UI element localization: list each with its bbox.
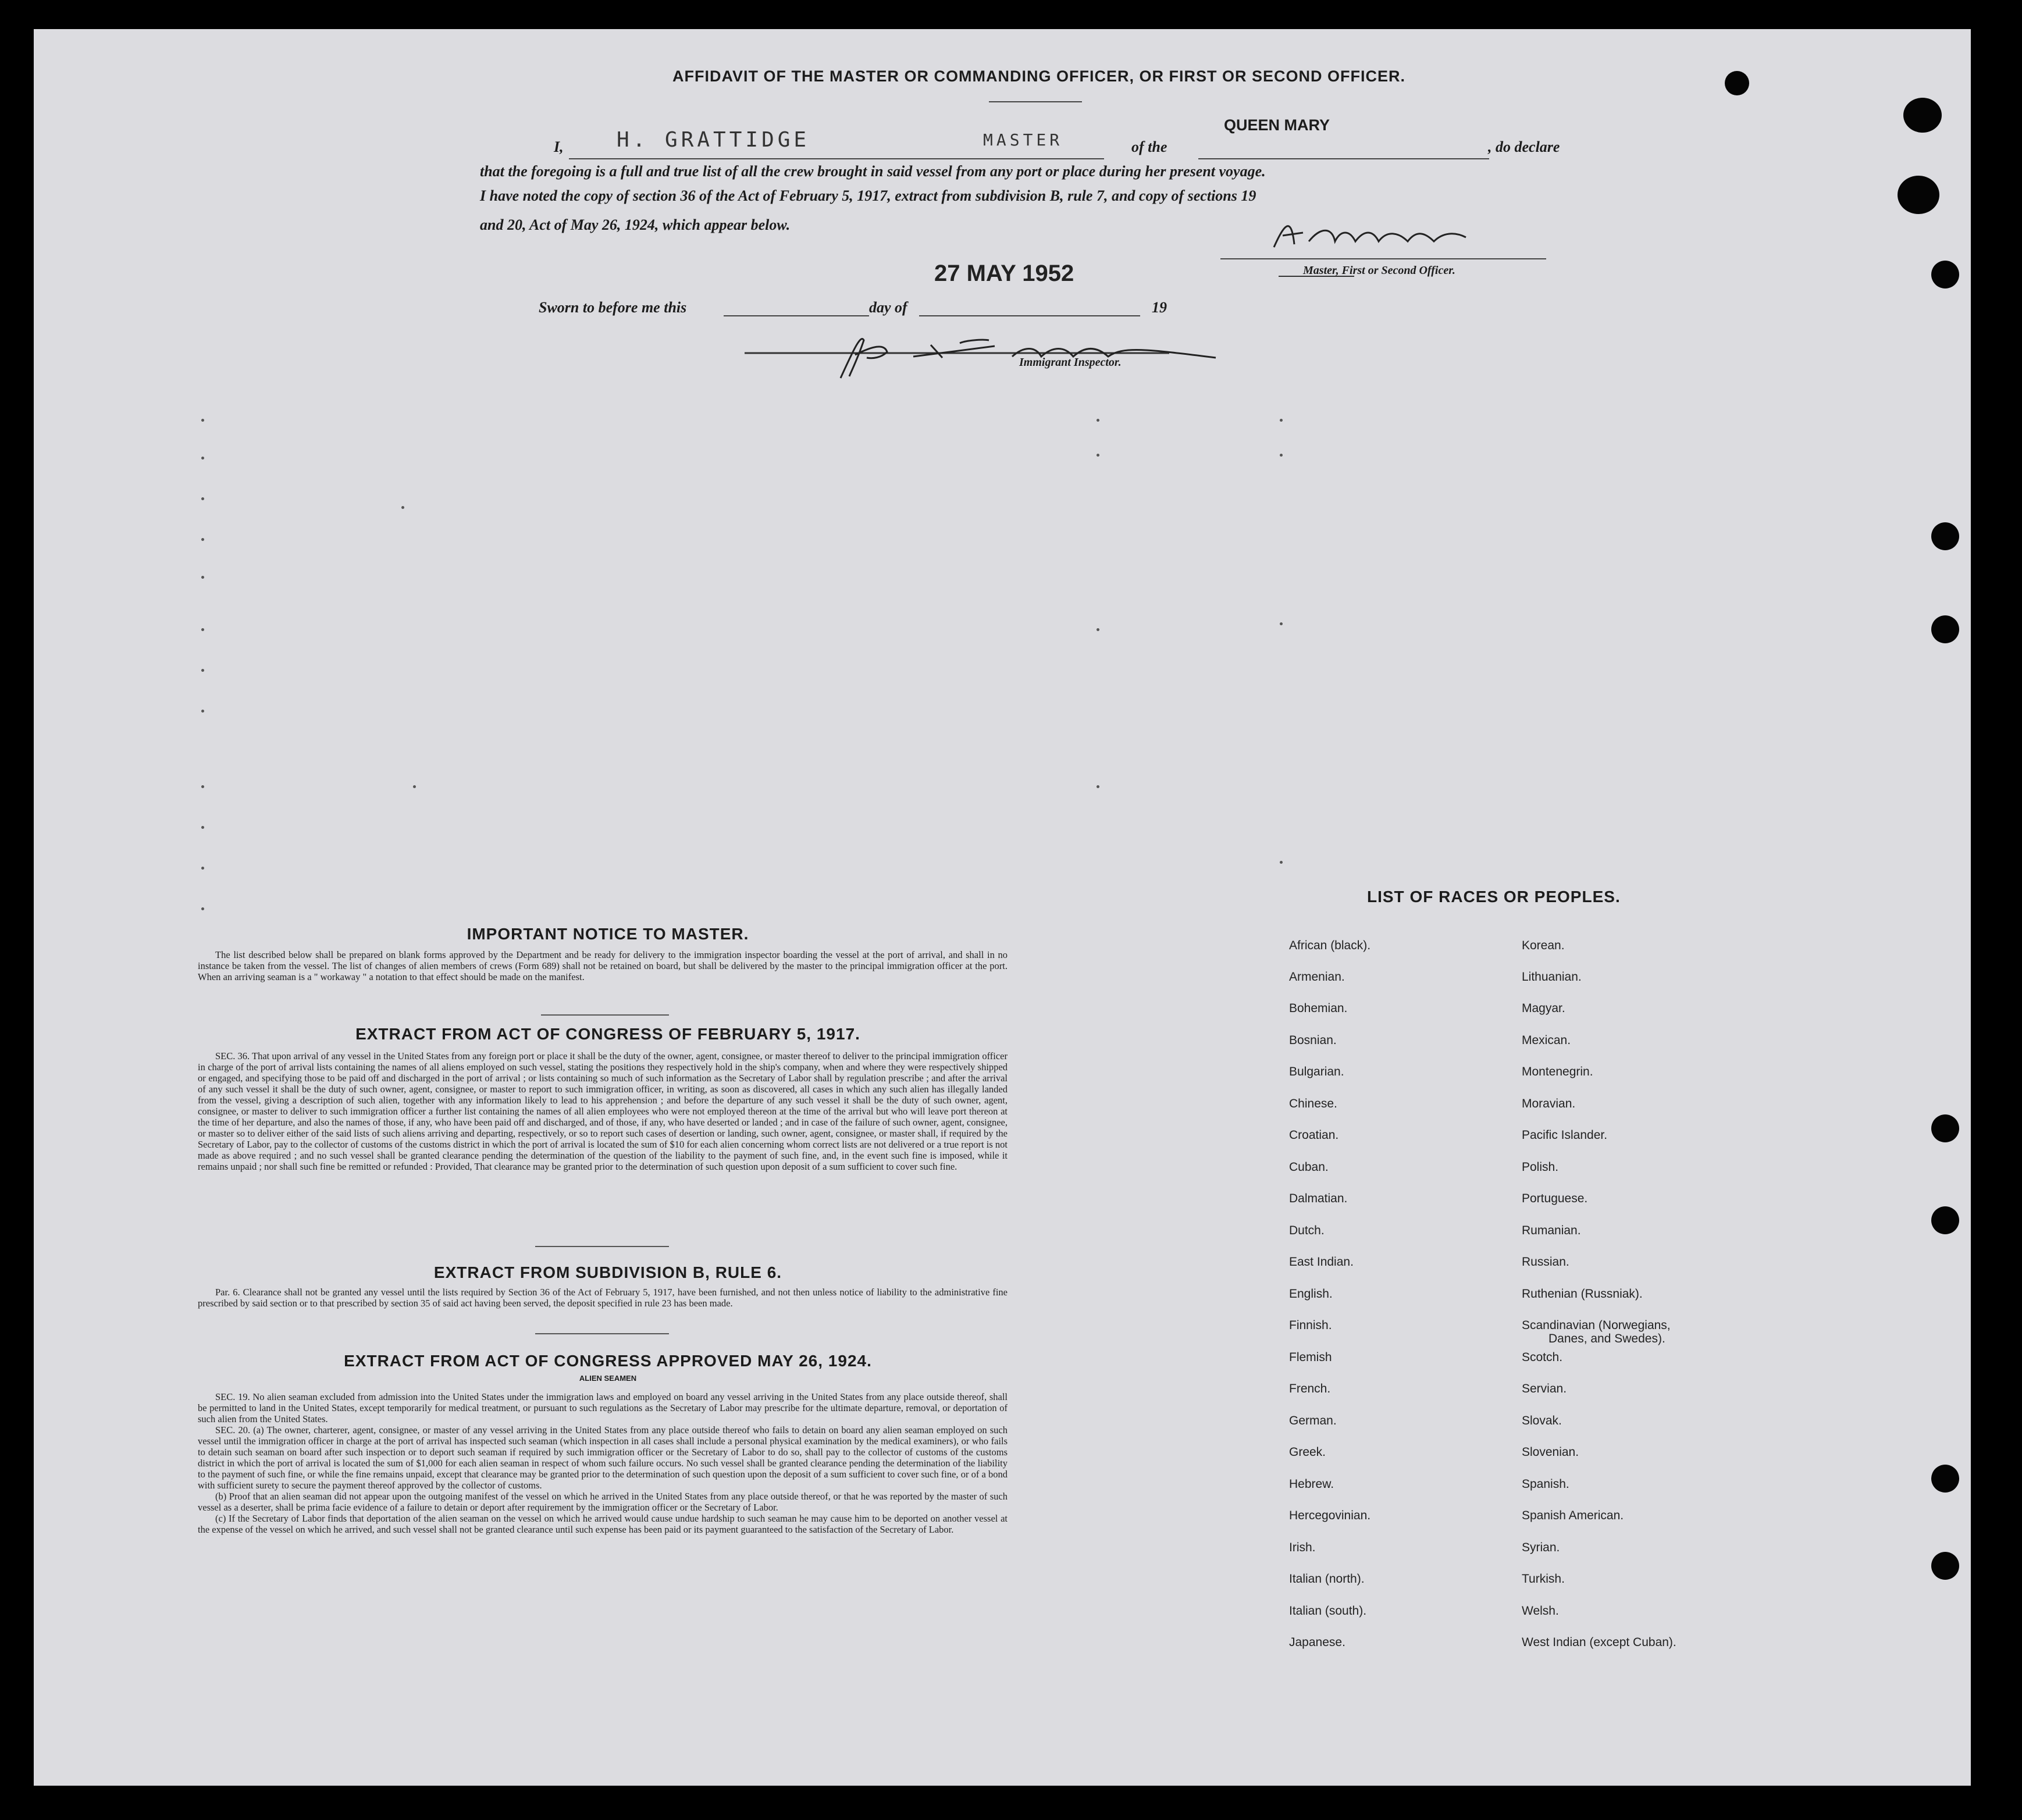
dot (201, 710, 204, 713)
sec-20c-paragraph: (c) If the Secretary of Labor finds that deportation of the alien seaman on the vessel on which he arrived would cause undue hardship to such seaman he may cause him to be deported on another vessel at the expense of the vessel on which he arrived, and such vessel shall not be granted clearance until such expense has been paid or its payment guaranteed to the satisfaction of the Secretary of Labor. (198, 1513, 1008, 1535)
dot (1097, 785, 1099, 788)
race-item: Russian. (1522, 1255, 1569, 1269)
dot (201, 419, 204, 422)
sworn-label: Sworn to before me this (539, 299, 687, 316)
section-divider (541, 1014, 669, 1016)
race-item: Syrian. (1522, 1541, 1560, 1554)
sec-20a-paragraph: SEC. 20. (a) The owner, charterer, agent, consignee, or master of any vessel arriving in the United States from any place outside thereof who fails to detain on board any alien seaman employed on such vessel until the immigration officer in charge at the port of arrival has inspected such seaman (which inspection in all cases shall include a personal physical examination by the medical examiners), or who fails to detain such seaman on board after such inspection or to deport such seaman if required by such immigration officer or the Secretary of Labor to do so, shall pay to the collector of customs of the customs district in which the port of arrival is located the sum of $1,000 for each alien seaman in respect of whom such failure occurs. No such vessel shall be granted clearance pending the determination of the liability to the payment of such fine, or while the fine remains unpaid, except that clearance may be granted prior to the determination of such question upon the deposit of a sum sufficient to cover such fine, or of a bond with sufficient surety to secure the payment thereof approved by the collector of customs. (198, 1424, 1008, 1491)
inspector-caption: Immigrant Inspector. (1019, 356, 1122, 369)
inspector-signature (739, 323, 1239, 381)
rule6-text (198, 1287, 1008, 1309)
dot (201, 576, 204, 579)
sec-19-paragraph: SEC. 19. No alien seaman excluded from admission into the United States under the immigration laws and employed on board any vessel arriving in the United States from any place outside thereof, shall be permitted to land in the United States, except temporarily for medical treatment, or pursuant to such regulations as the Secretary of Labor may prescribe for the ultimate departure, removal, or deportation of such alien from the United States. (198, 1391, 1008, 1424)
punch-hole (1903, 98, 1942, 133)
date-stamp: 27 MAY 1952 (934, 261, 1074, 286)
rule6-heading: EXTRACT FROM SUBDIVISION B, RULE 6. (433, 1263, 782, 1281)
race-item: Moravian. (1522, 1097, 1576, 1110)
affidavit-line-4: and 20, Act of May 26, 1924, which appear below. (480, 216, 791, 233)
race-item: French. (1289, 1382, 1331, 1395)
extract-1924-heading: EXTRACT FROM ACT OF CONGRESS APPROVED MAY 26, 1924. (344, 1352, 872, 1370)
caption-strike (1279, 276, 1354, 277)
dot (1097, 454, 1099, 457)
extract-1924-text (198, 1391, 1008, 1535)
dot (201, 628, 204, 631)
dot (201, 907, 204, 910)
race-item: Greek. (1289, 1445, 1326, 1459)
race-item: English. (1289, 1287, 1333, 1301)
races-heading: LIST OF RACES OR PEOPLES. (1367, 888, 1621, 906)
master-name-handwritten: H. GRATTIDGE (617, 128, 810, 152)
affidavit-prefix: I, (554, 138, 564, 155)
race-item: Magyar. (1522, 1002, 1565, 1015)
dot (1280, 622, 1283, 625)
sec-20b-paragraph: (b) Proof that an alien seaman did not appear upon the outgoing manifest of the vessel on which he arrived in the United States from any place outside thereof, or that he was reported by the master of such vessel as a deserter, shall be prima facie evidence of a failure to detain or deport after requirement by the immigration officer or the Secretary of Labor. (198, 1491, 1008, 1513)
race-item: Welsh. (1522, 1604, 1559, 1618)
race-item: Croatian. (1289, 1128, 1339, 1142)
alien-seamen-subheading: ALIEN SEAMEN (579, 1374, 637, 1383)
notice-paragraph: The list described below shall be prepared on blank forms approved by the Department and be ready for delivery to the immigration inspector boarding the vessel at the port of arrival, and shall in no instance be taken from the vessel. The list of changes of alien members of crews (Form 689) shall not be retained on board, but shall be delivered by the master to the principal immigration officer at the port. When an arriving seaman is a " workaway " a notation to that effect should be made on the manifest. (198, 949, 1008, 982)
dot (413, 785, 416, 788)
name-line (569, 158, 1104, 159)
race-item: African (black). (1289, 939, 1371, 952)
race-item: Cuban. (1289, 1160, 1329, 1174)
extract-1917-heading: EXTRACT FROM ACT OF CONGRESS OF FEBRUARY 5, 1917. (355, 1025, 860, 1043)
punch-hole (1931, 1465, 1959, 1493)
race-item: Spanish. (1522, 1477, 1569, 1491)
dot (1280, 454, 1283, 457)
dot (201, 669, 204, 672)
dot (201, 457, 204, 460)
dot (1280, 419, 1283, 422)
race-item: Dutch. (1289, 1224, 1325, 1237)
rule6-paragraph: Par. 6. Clearance shall not be granted any vessel until the lists required by Section 36 of the Act of February 5, 1917, have been furnished, and not then unless notice of liability to the administrative fine prescribed by said section or to that prescribed by section 35 of said act having been served, the deposit specified in rule 23 has been made. (198, 1287, 1008, 1309)
declare-label: , do declare (1488, 138, 1560, 155)
race-item: Dalmatian. (1289, 1192, 1348, 1205)
dot (1097, 419, 1099, 422)
notice-text (198, 949, 1008, 982)
section-divider (535, 1246, 669, 1247)
race-item: Montenegrin. (1522, 1065, 1593, 1078)
race-item: Irish. (1289, 1541, 1316, 1554)
dot (201, 826, 204, 829)
race-item: Servian. (1522, 1382, 1567, 1395)
race-item: West Indian (except Cuban). (1522, 1636, 1676, 1649)
race-item: Polish. (1522, 1160, 1559, 1174)
dot (201, 538, 204, 541)
vessel-name: QUEEN MARY (1224, 116, 1330, 134)
race-item: Korean. (1522, 939, 1565, 952)
affidavit-heading: AFFIDAVIT OF THE MASTER OR COMMANDING OFFICER, OR FIRST OR SECOND OFFICER. (672, 67, 1405, 85)
affidavit-line-3: I have noted the copy of section 36 of the Act of February 5, 1917, extract from subdivision B, rule 7, and copy of sections 19 (480, 187, 1256, 204)
race-item: Hebrew. (1289, 1477, 1334, 1491)
master-rank-handwritten: MASTER (983, 130, 1063, 149)
race-item: Flemish (1289, 1351, 1332, 1364)
extract-1917-text (198, 1050, 1008, 1172)
punch-hole (1931, 615, 1959, 643)
of-the-label: of the (1131, 138, 1167, 155)
affidavit-line-2: that the foregoing is a full and true list of all the crew brought in said vessel from any port or place during her present voyage. (480, 163, 1266, 180)
notice-heading: IMPORTANT NOTICE TO MASTER. (467, 925, 749, 943)
dot (1097, 628, 1099, 631)
race-item: Bosnian. (1289, 1034, 1337, 1047)
race-item: East Indian. (1289, 1255, 1354, 1269)
extract-1917-paragraph: SEC. 36. That upon arrival of any vessel in the United States from any foreign port or place it shall be the duty of the owner, agent, consignee, or master thereof to deliver to the principal immigration officer in charge of the port of arrival lists containing the names of all aliens employed on such vessel, stating the positions they respectively hold in the ship's company, when and where they were respectively shipped or engaged, and specifying those to be paid off and discharged in the port of arrival ; or lists containing so much of such information as the Secretary of Labor shall by regulation prescribe ; and after the arrival of any such vessel it shall be the duty of such owner, agent, consignee, or master to report to such immigration officer, in writing, as soon as discovered, all cases in which any such alien has illegally landed from the vessel, giving a description of such alien, together with any information likely to lead to his apprehension ; and before the departure of any such vessel it shall be the duty of such owner, agent, consignee, or master to deliver to such immigration officer a further list containing the names of all alien employees who were not employed thereon at the time of the arrival but who will leave port thereon at the time of her departure, and also the names of those, if any, who have been paid off and discharged, and of those, if any, who have deserted or landed ; and in case of the failure of such owner, agent, consignee, or master so to deliver either of the said lists of such aliens arriving and departing, respectively, or so to report such cases of desertion or landing, such owner, agent, consignee, or master shall, if required by the Secretary of Labor, pay to the collector of customs of the customs district in which the port of arrival is located the sum of $10 for each alien concerning whom correct lists are not delivered or a true report is not made as above required ; and no such vessel shall be granted clearance pending the determination of the question of the liability to the payment of such fine, and, in the event such fine is imposed, while it remains unpaid ; nor shall such fine be remitted or refunded : Provided, That clearance may be granted prior to the determination of such question upon deposit of a sum sufficient to cover such fine. (198, 1050, 1008, 1172)
year-prefix: 19 (1152, 299, 1167, 316)
master-signature (1268, 215, 1478, 256)
race-item: Slovak. (1522, 1414, 1562, 1427)
race-item: Slovenian. (1522, 1445, 1579, 1459)
dot (201, 867, 204, 870)
dot (1280, 861, 1283, 864)
race-item: Ruthenian (Russniak). (1522, 1287, 1643, 1301)
race-item: Italian (north). (1289, 1572, 1365, 1586)
punch-hole (1931, 1206, 1959, 1234)
race-item: Chinese. (1289, 1097, 1337, 1110)
punch-hole (1725, 71, 1749, 95)
race-item: Rumanian. (1522, 1224, 1581, 1237)
race-item: Scotch. (1522, 1351, 1563, 1364)
race-item-continuation: Danes, and Swedes). (1548, 1332, 1665, 1345)
race-item: Italian (south). (1289, 1604, 1367, 1618)
race-item: Spanish American. (1522, 1509, 1624, 1522)
section-divider (535, 1333, 669, 1334)
master-signature-line (1220, 258, 1546, 259)
race-item: Finnish. (1289, 1319, 1332, 1332)
race-item: Hercegovinian. (1289, 1509, 1371, 1522)
race-item: Turkish. (1522, 1572, 1565, 1586)
punch-hole (1931, 522, 1959, 550)
sworn-month-line (919, 315, 1140, 316)
punch-hole (1931, 1552, 1959, 1580)
race-item: Portuguese. (1522, 1192, 1588, 1205)
punch-hole (1931, 261, 1959, 289)
master-signature-caption: Master, First or Second Officer. (1303, 264, 1455, 277)
race-item: Armenian. (1289, 970, 1345, 984)
race-item: Mexican. (1522, 1034, 1571, 1047)
race-item: Pacific Islander. (1522, 1128, 1608, 1142)
race-item: Japanese. (1289, 1636, 1345, 1649)
sworn-day-line (724, 315, 869, 316)
day-of-label: day of (869, 299, 907, 316)
heading-rule (989, 101, 1082, 102)
race-item: Lithuanian. (1522, 970, 1582, 984)
punch-hole (1931, 1114, 1959, 1142)
race-item: Bohemian. (1289, 1002, 1348, 1015)
race-item: Scandinavian (Norwegians, (1522, 1319, 1671, 1332)
dot (401, 506, 404, 509)
race-item: Bulgarian. (1289, 1065, 1344, 1078)
race-item: German. (1289, 1414, 1337, 1427)
vessel-line (1198, 158, 1489, 159)
dot (201, 497, 204, 500)
dot (201, 785, 204, 788)
punch-hole (1898, 176, 1939, 214)
